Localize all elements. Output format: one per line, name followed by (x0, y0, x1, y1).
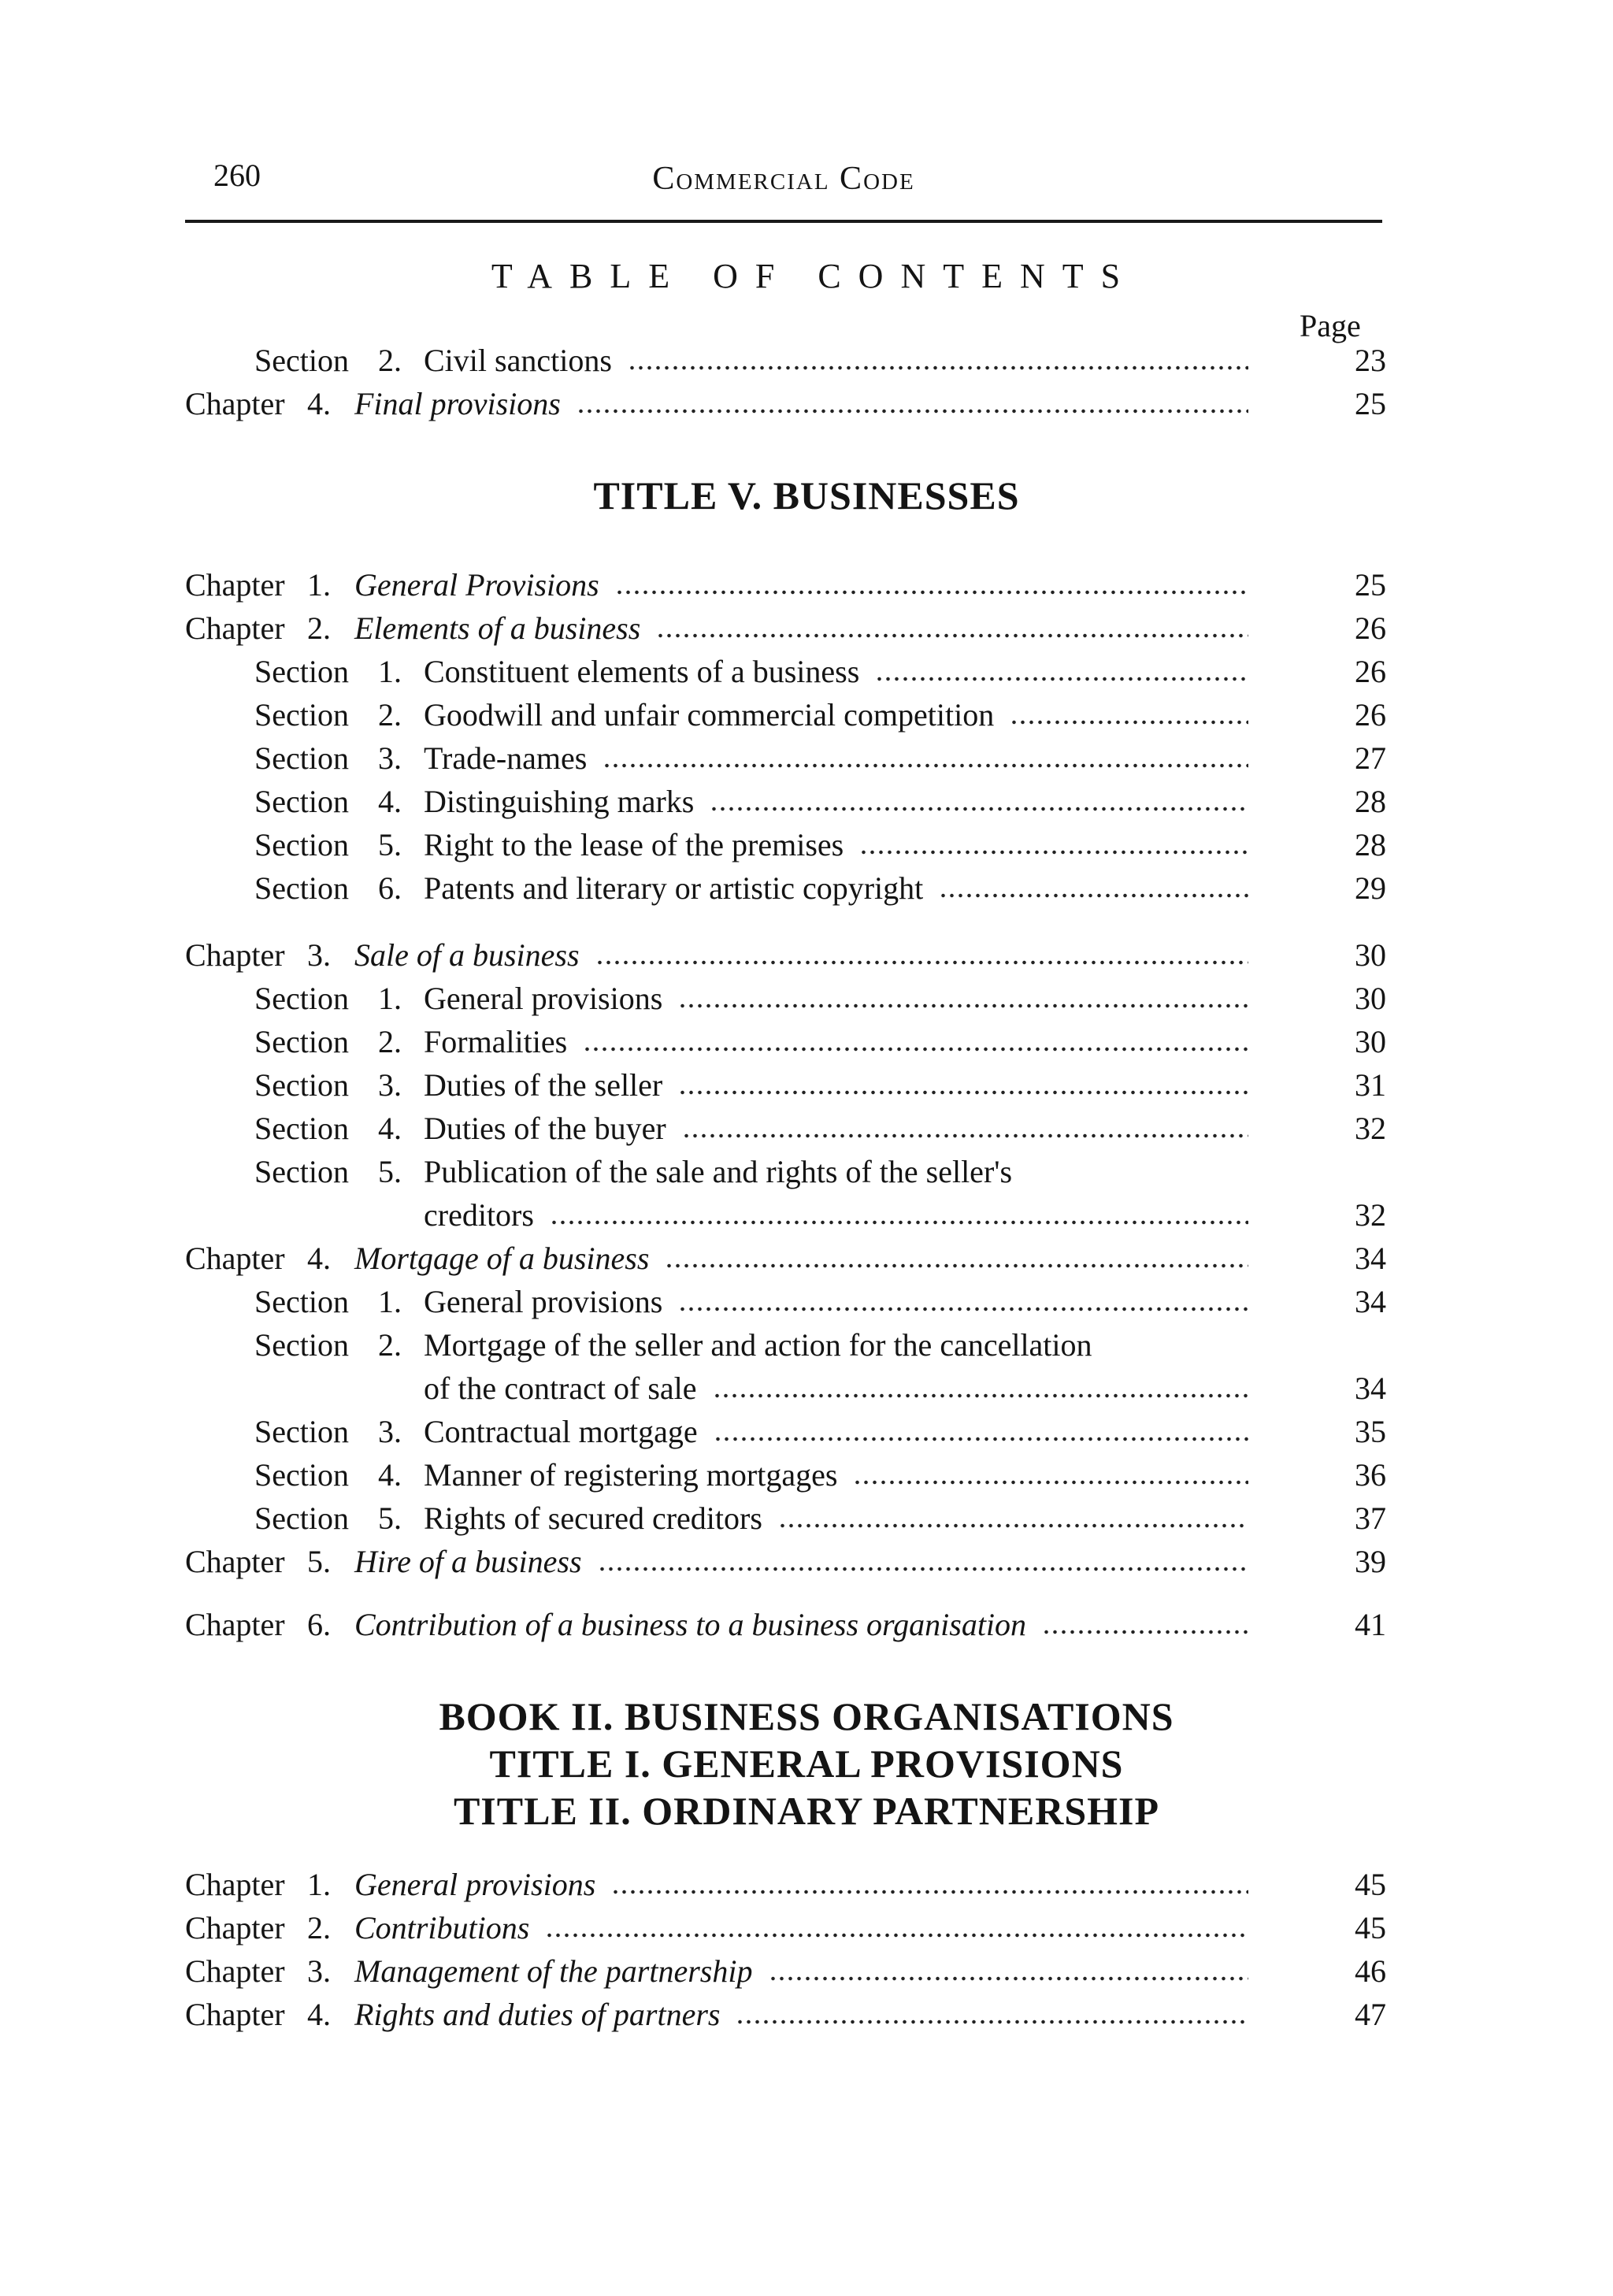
toc-entry (0, 1107, 1613, 1151)
header-rule (185, 220, 1382, 223)
toc-entry-number: 6. (307, 1607, 331, 1642)
toc-entry-kind: Section (254, 740, 349, 776)
toc-entry (0, 1949, 1613, 1994)
toc-entry-kind: Section (254, 1284, 349, 1319)
toc-entry (0, 1323, 1613, 1367)
toc-entry-page: 30 (1355, 981, 1386, 1016)
toc-entry-page: 34 (1355, 1241, 1386, 1276)
toc-entry-title: Mortgage of the seller and action for the cancellation (424, 1327, 1092, 1363)
toc-entry-kind: Section (254, 697, 349, 733)
toc-entry-kind: Section (254, 1111, 349, 1146)
toc-entry-page: 28 (1355, 784, 1386, 819)
toc-entry-title: Trade-names (424, 740, 588, 776)
toc-entry-title: Duties of the seller (424, 1067, 663, 1103)
dot-leader (736, 2020, 1248, 2024)
dot-leader (603, 763, 1248, 768)
toc-entry-number: 2. (307, 1910, 331, 1945)
toc-entry-page: 31 (1355, 1067, 1386, 1103)
toc-entry-page: 34 (1355, 1284, 1386, 1319)
dot-leader (682, 1133, 1248, 1138)
dot-leader (875, 677, 1248, 681)
dot-leader (1042, 1630, 1248, 1634)
toc-entry (0, 693, 1613, 737)
page-column-label: Page (1300, 308, 1361, 343)
dot-leader (853, 1480, 1248, 1485)
dot-leader (678, 1003, 1248, 1008)
toc-entry-number: 3. (378, 740, 402, 776)
toc-entry-kind: Chapter (185, 1241, 285, 1276)
toc-entry-number: 3. (307, 1953, 331, 1989)
toc-entry-page: 34 (1355, 1371, 1386, 1406)
toc-entry-title: General provisions (424, 981, 663, 1016)
dot-leader (710, 807, 1248, 811)
book-ii-heading: BOOK II. BUSINESS ORGANISATIONS (439, 1694, 1174, 1738)
toc-entry-kind: Section (254, 1327, 349, 1363)
toc-entry-page: 28 (1355, 827, 1386, 862)
toc-entry-page: 39 (1355, 1544, 1386, 1579)
toc-entry-title: Patents and literary or artistic copyright (424, 870, 924, 906)
toc-entry (0, 823, 1613, 867)
toc-entry-kind: Section (254, 654, 349, 689)
toc-entry-title: Formalities (424, 1024, 568, 1059)
toc-entry-page: 26 (1355, 697, 1386, 733)
toc-entry-page: 30 (1355, 1024, 1386, 1059)
toc-entry-number: 1. (378, 654, 402, 689)
dot-leader (545, 1933, 1248, 1938)
toc-entry-number: 1. (378, 1284, 402, 1319)
toc-entry-title: Manner of registering mortgages (424, 1457, 838, 1493)
toc-entry-title: Contributions (354, 1910, 530, 1945)
dot-leader (665, 1263, 1248, 1268)
dot-leader (678, 1307, 1248, 1311)
toc-entry-kind: Chapter (185, 567, 285, 603)
dot-leader (939, 893, 1248, 898)
toc-entry (0, 1063, 1613, 1107)
toc-entry (0, 1410, 1613, 1454)
title-i-heading: TITLE I. GENERAL PROVISIONS (489, 1741, 1124, 1786)
toc-entry (0, 1863, 1613, 1907)
dot-leader (714, 1437, 1248, 1441)
toc-entry (0, 736, 1613, 781)
toc-entry-title: General Provisions (354, 567, 599, 603)
dot-leader (778, 1523, 1248, 1528)
toc-entry-title: Contractual mortgage (424, 1414, 698, 1449)
toc-entry-kind: Section (254, 1024, 349, 1059)
toc-entry-page: 30 (1355, 937, 1386, 973)
toc-entry-kind: Section (254, 870, 349, 906)
toc-entry-number: 2. (378, 1024, 402, 1059)
toc-entry-title: Duties of the buyer (424, 1111, 666, 1146)
dot-leader (595, 960, 1248, 965)
toc-entry-number: 2. (378, 1327, 402, 1363)
toc-entry-page: 45 (1355, 1910, 1386, 1945)
toc-entry-title: Hire of a business (354, 1544, 582, 1579)
toc-entry (0, 650, 1613, 694)
toc-entry-page: 26 (1355, 654, 1386, 689)
toc-entry-title: Elements of a business (354, 610, 641, 646)
toc-entry-page: 47 (1355, 1997, 1386, 2032)
toc-heading: TABLE OF CONTENTS (491, 257, 1138, 295)
dot-leader (678, 1090, 1248, 1095)
toc-entry-number: 2. (378, 697, 402, 733)
toc-entry-kind: Section (254, 1457, 349, 1493)
toc-entry-kind: Section (254, 784, 349, 819)
toc-entry (0, 866, 1613, 911)
toc-entry-page: 32 (1355, 1197, 1386, 1233)
toc-entry-title: Goodwill and unfair commercial competition (424, 697, 995, 733)
toc-entry-title: General provisions (424, 1284, 663, 1319)
toc-entry (0, 1906, 1613, 1950)
toc-entry-page: 45 (1355, 1867, 1386, 1902)
toc-entry-page: 41 (1355, 1607, 1386, 1642)
toc-entry (0, 606, 1613, 651)
toc-entry-title: Constituent elements of a business (424, 654, 860, 689)
toc-entry-kind: Chapter (185, 386, 285, 421)
toc-entry-title: Distinguishing marks (424, 784, 695, 819)
dot-leader (656, 633, 1248, 638)
toc-entry-title: Right to the lease of the premises (424, 827, 844, 862)
toc-entry-number: 1. (378, 981, 402, 1016)
toc-entry-page: 36 (1355, 1457, 1386, 1493)
toc-entry-continuation (0, 1193, 1613, 1237)
dot-leader (598, 1567, 1248, 1571)
toc-entry (0, 1280, 1613, 1324)
toc-entry-page: 32 (1355, 1111, 1386, 1146)
toc-entry-number: 4. (307, 1997, 331, 2032)
toc-entry-number: 2. (378, 343, 402, 378)
toc-entry-number: 4. (378, 1457, 402, 1493)
toc-entry (0, 382, 1613, 426)
toc-entry-title: Publication of the sale and rights of the seller's (424, 1154, 1013, 1189)
toc-entry-number: 5. (378, 1500, 402, 1536)
toc-entry-kind: Chapter (185, 1607, 285, 1642)
toc-entry-number: 6. (378, 870, 402, 906)
title-v-heading: TITLE V. BUSINESSES (593, 473, 1020, 517)
toc-entry-kind: Chapter (185, 1997, 285, 2032)
toc-entry-number: 5. (378, 827, 402, 862)
toc-entry-page: 23 (1355, 343, 1386, 378)
toc-entry (0, 933, 1613, 977)
toc-entry-kind: Chapter (185, 610, 285, 646)
running-head (185, 154, 1382, 209)
toc-entry-page: 37 (1355, 1500, 1386, 1536)
toc-entry-number: 5. (307, 1544, 331, 1579)
title-ii-heading: TITLE II. ORDINARY PARTNERSHIP (453, 1789, 1160, 1833)
toc-entry-page: 25 (1355, 567, 1386, 603)
toc-entry (0, 1150, 1613, 1194)
toc-entry-number: 4. (307, 1241, 331, 1276)
dot-leader (859, 850, 1248, 855)
toc-entry-number: 3. (378, 1414, 402, 1449)
toc-entry-title: General provisions (354, 1867, 596, 1902)
toc-entry-kind: Section (254, 1414, 349, 1449)
toc-entry (0, 339, 1613, 383)
toc-entry-title: Management of the partnership (354, 1953, 753, 1989)
dot-leader (769, 1976, 1249, 1981)
toc-entry-title: Mortgage of a business (354, 1241, 650, 1276)
toc-entry-kind: Chapter (185, 1544, 285, 1579)
toc-entry (0, 1497, 1613, 1541)
toc-entry-kind: Chapter (185, 937, 285, 973)
toc-entry-number: 4. (378, 1111, 402, 1146)
toc-entry-number: 5. (378, 1154, 402, 1189)
toc-entry (0, 1540, 1613, 1584)
toc-entry-page: 26 (1355, 610, 1386, 646)
toc-entry (0, 1020, 1613, 1064)
toc-entry-continuation-text: creditors (424, 1197, 534, 1233)
toc-entry-continuation-text: of the contract of sale (424, 1371, 697, 1406)
toc-entry-number: 2. (307, 610, 331, 646)
toc-entry-title: Final provisions (354, 386, 561, 421)
toc-entry-number: 4. (378, 784, 402, 819)
toc-entry-kind: Section (254, 1154, 349, 1189)
toc-entry-number: 3. (307, 937, 331, 973)
toc-entry-number: 1. (307, 1867, 331, 1902)
toc-entry-title: Sale of a business (354, 937, 580, 973)
running-title: Commercial Code (652, 161, 915, 197)
toc-entry (0, 977, 1613, 1021)
toc-entry (0, 780, 1613, 824)
toc-entry-page: 29 (1355, 870, 1386, 906)
dot-leader (611, 1890, 1248, 1894)
toc-entry-number: 3. (378, 1067, 402, 1103)
toc-entry-number: 1. (307, 567, 331, 603)
toc-entry-title: Civil sanctions (424, 343, 612, 378)
dot-leader (550, 1220, 1248, 1225)
dot-leader (628, 365, 1248, 370)
toc-entry-kind: Chapter (185, 1867, 285, 1902)
toc-entry-kind: Chapter (185, 1910, 285, 1945)
toc-entry (0, 1603, 1613, 1647)
page-number: 260 (213, 158, 261, 193)
toc-entry-kind: Section (254, 1500, 349, 1536)
toc-entry (0, 1453, 1613, 1497)
toc-entry-page: 25 (1355, 386, 1386, 421)
toc-entry-page: 46 (1355, 1953, 1386, 1989)
toc-entry-title: Rights and duties of partners (354, 1997, 721, 2032)
toc-entry-kind: Chapter (185, 1953, 285, 1989)
dot-leader (577, 409, 1248, 414)
dot-leader (1010, 720, 1248, 725)
toc-entry-page: 27 (1355, 740, 1386, 776)
toc-entry-page: 35 (1355, 1414, 1386, 1449)
toc-entry (0, 1237, 1613, 1281)
toc-entry (0, 1993, 1613, 2037)
toc-entry-title: Rights of secured creditors (424, 1500, 762, 1536)
toc-entry-kind: Section (254, 827, 349, 862)
dot-leader (615, 590, 1248, 595)
dot-leader (583, 1047, 1248, 1052)
toc-entry-continuation (0, 1367, 1613, 1411)
toc-entry-kind: Section (254, 1067, 349, 1103)
toc-entry (0, 563, 1613, 607)
dot-leader (713, 1393, 1248, 1398)
toc-entry-kind: Section (254, 343, 349, 378)
toc-entry-number: 4. (307, 386, 331, 421)
toc-entry-kind: Section (254, 981, 349, 1016)
toc-entry-title: Contribution of a business to a business organisation (354, 1607, 1027, 1642)
